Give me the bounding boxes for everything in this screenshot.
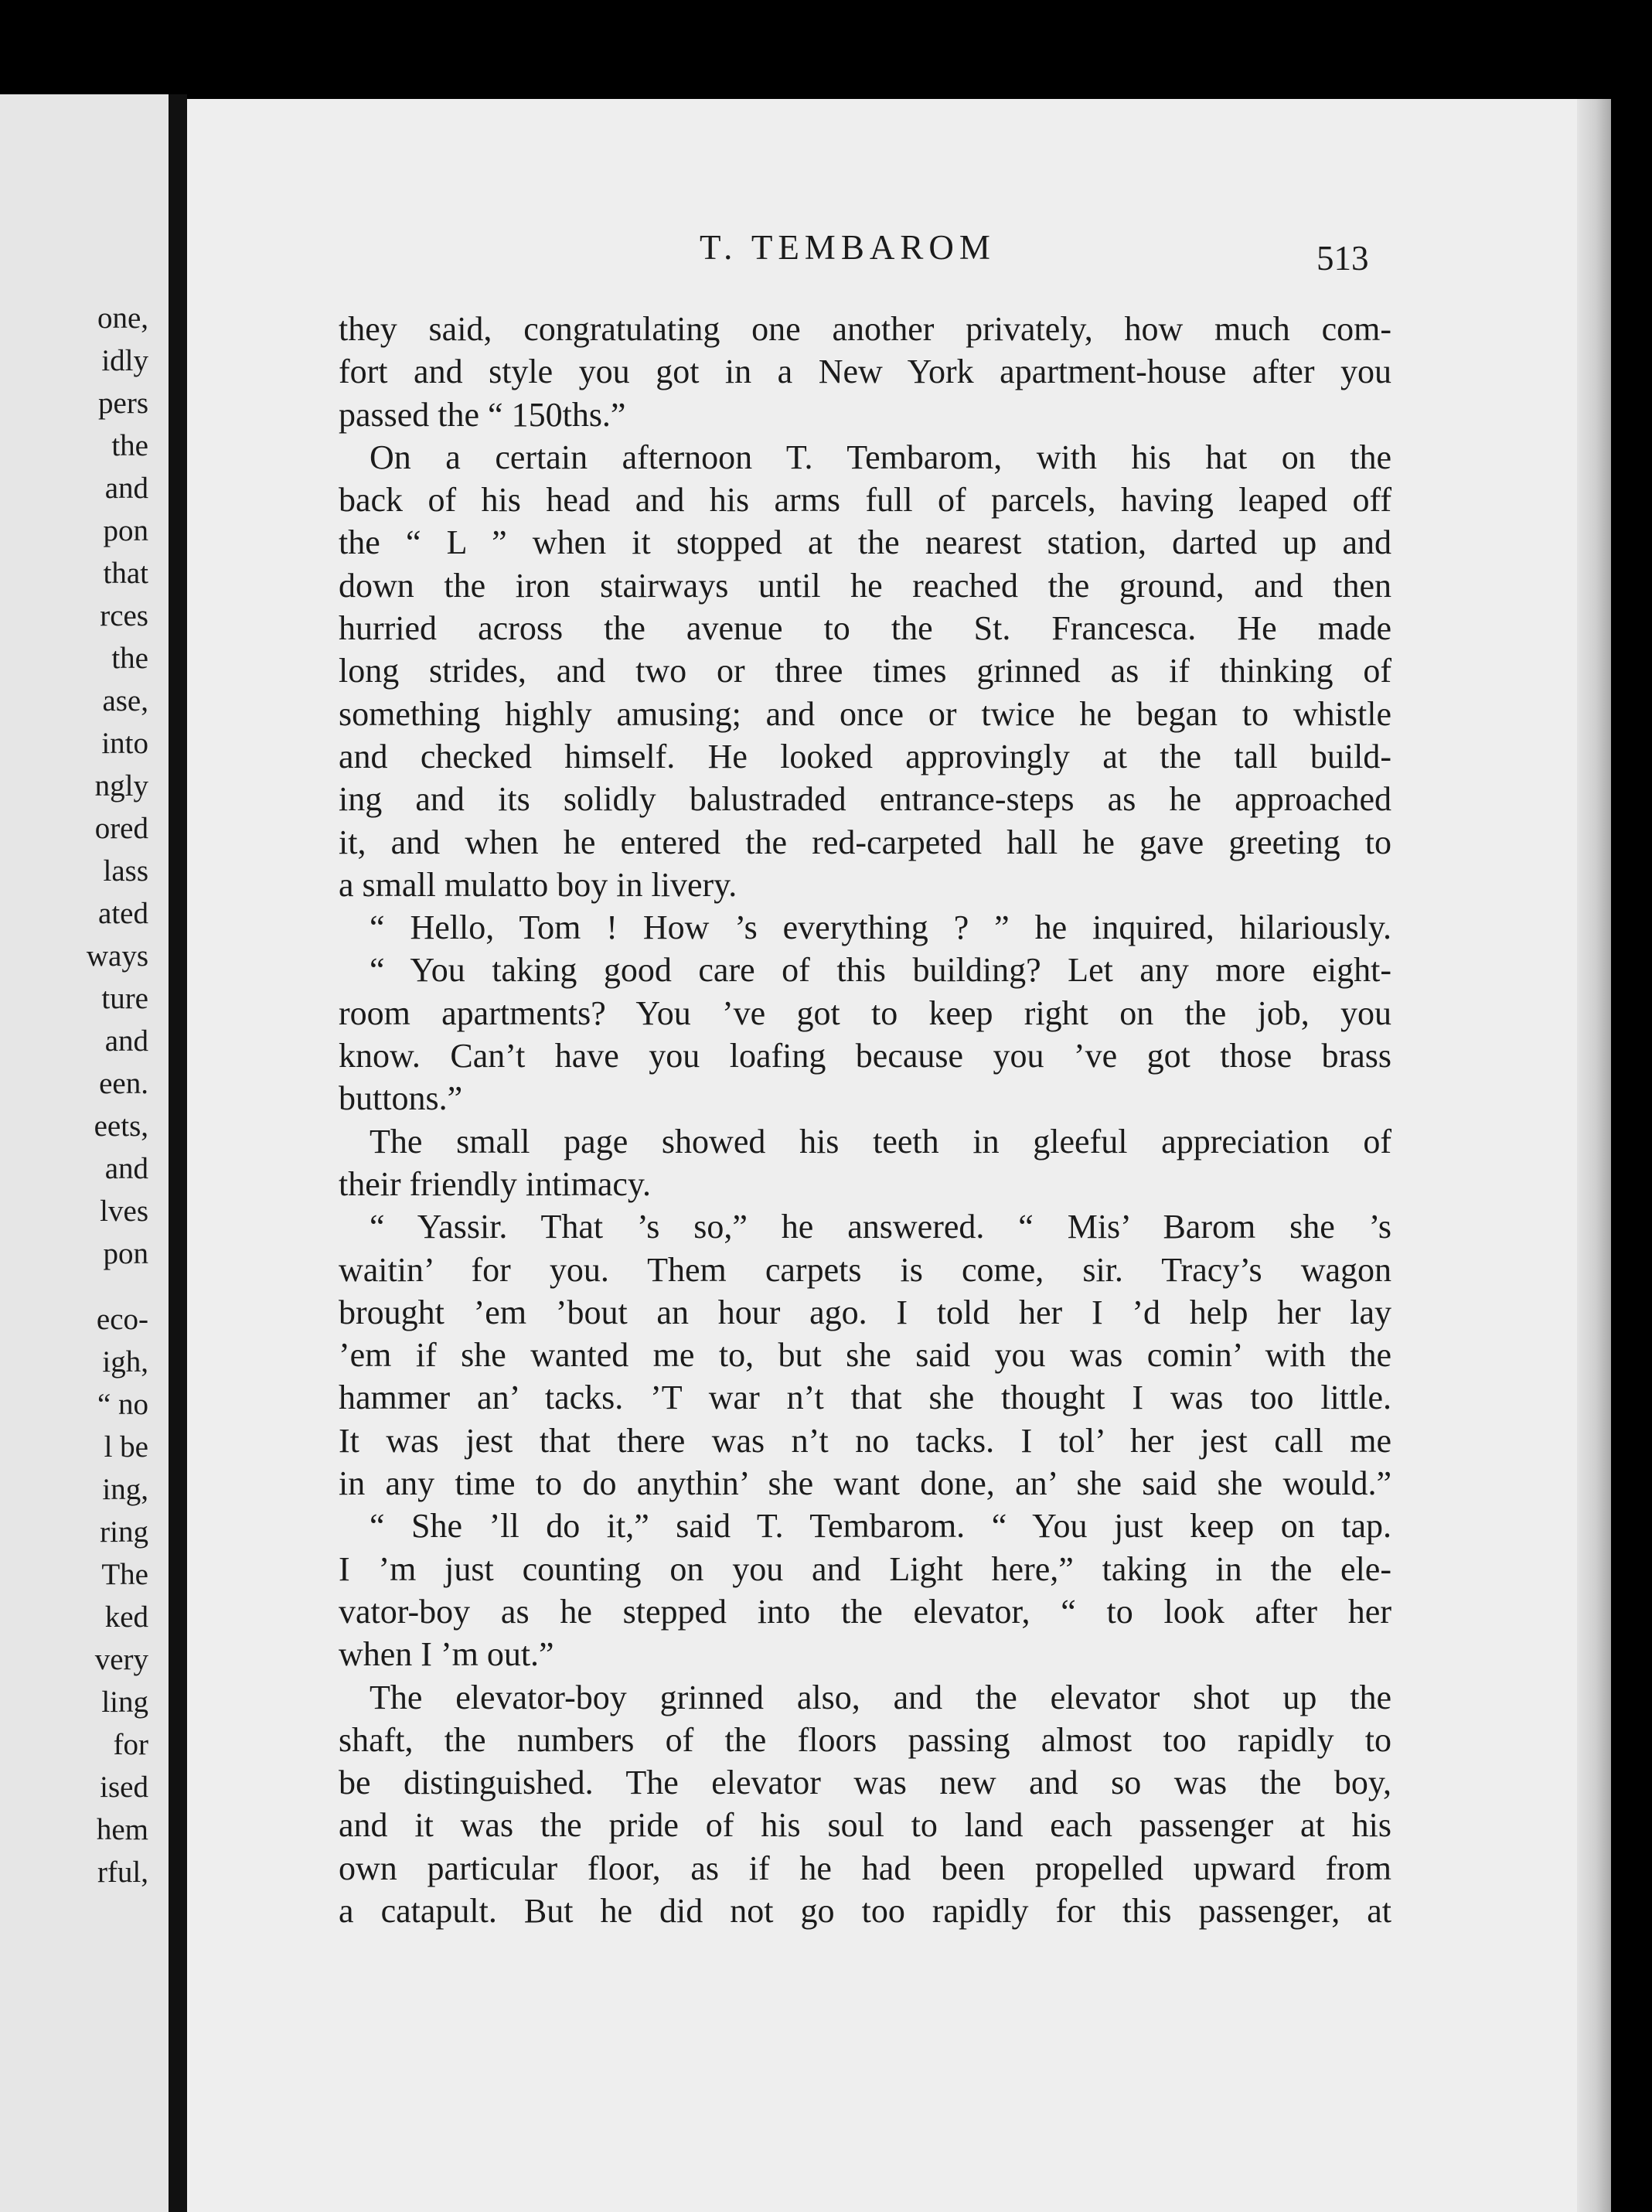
text-line: down the iron stairways until he reached the ground, and then [339,566,1391,605]
text-line: they said, congratulating one another privately, how much com- [339,310,1391,348]
left-page-text-fragment: eets, [94,1109,148,1143]
left-page-text-fragment: and [104,1152,148,1185]
text-line: ’em if she wanted me to, but she said you was comin’ with the [339,1336,1391,1375]
left-page-text-fragment: the [111,642,148,675]
left-page-text-fragment: pers [98,387,148,420]
left-page-fragment [0,94,169,2212]
text-line: back of his head and his arms full of parcels, having leaped off [339,481,1391,520]
text-line: be distinguished. The elevator was new and so was the boy, [339,1764,1391,1802]
text-line: know. Can’t have you loafing because you ’ve got those brass [339,1037,1391,1075]
text-line: it, and when he entered the red-carpeted hall he gave greeting to [339,823,1391,861]
text-line: ing and its solidly balustraded entrance-steps as he approached [339,780,1391,819]
left-page-text-fragment: The [101,1558,148,1591]
text-line: when I ’m out.” [339,1635,554,1674]
text-line: vator-boy as he stepped into the elevator, “ to look after her [339,1592,1391,1631]
body-text [339,308,1391,1932]
text-line: and it was the pride of his soul to land each passenger at his [339,1806,1391,1845]
left-page-text-fragment: “ no [97,1388,148,1421]
page-edge [1577,99,1611,2212]
text-line: “ Hello, Tom ! How ’s everything ? ” he inquired, hilariously. [370,908,1391,947]
text-line: “ She ’ll do it,” said T. Tembarom. “ You just keep on tap. [370,1507,1391,1546]
text-line: I ’m just counting on you and Light here,” taking in the ele- [339,1549,1391,1588]
left-page-text-fragment: eco- [96,1303,148,1336]
left-page-text-fragment: pon [103,514,148,547]
book-gutter [169,94,187,2212]
text-line: “ Yassir. That ’s so,” he answered. “ Mis’ Barom she ’s [370,1208,1391,1246]
left-page-text-fragment: and [104,472,148,505]
left-page-text-fragment: rces [100,599,148,632]
text-line: hammer an’ tacks. ’T war n’t that she thought I was too little. [339,1379,1391,1417]
text-line: the “ L ” when it stopped at the nearest station, darted up and [339,523,1391,562]
text-line: in any time to do anythin’ she want done, an’ she said she would.” [339,1464,1391,1503]
text-line: their friendly intimacy. [339,1164,652,1203]
text-line: brought ’em ’bout an hour ago. I told her I ’d help her lay [339,1293,1391,1331]
left-page-text-fragment: ring [100,1515,148,1549]
left-page-text-fragment: ling [101,1685,148,1719]
page-number: 513 [1316,239,1369,278]
left-page-text-fragment: ored [94,812,148,845]
text-line: The elevator-boy grinned also, and the elevator shot up the [370,1678,1391,1716]
left-page-text-fragment: ngly [94,769,148,803]
left-page-text-fragment: een. [99,1067,148,1100]
left-page-text-fragment: ised [100,1771,148,1804]
left-page-text-fragment: and [104,1024,148,1058]
left-page-text-fragment: ing, [102,1473,148,1506]
left-page-text-fragment: ture [101,982,148,1015]
text-line: fort and style you got in a New York apartment-house after you [339,353,1391,391]
left-page-text-fragment: ways [86,939,148,973]
running-head: T. TEMBAROM [700,228,996,267]
text-line: passed the “ 150ths.” [339,395,626,434]
text-line: The small page showed his teeth in gleeful appreciation of [370,1122,1391,1161]
left-page-text-fragment: hem [96,1813,148,1846]
text-line: a small mulatto boy in livery. [339,865,737,904]
left-page-text-fragment: l be [104,1430,148,1464]
left-page-text-fragment: very [94,1643,148,1676]
left-page-text-fragment: idly [101,344,148,377]
text-line: It was jest that there was n’t no tacks. I tol’ her jest call me [339,1421,1391,1460]
text-line: and checked himself. He looked approvingly at the tall build- [339,737,1391,775]
text-line: long strides, and two or three times grinned as if thinking of [339,652,1391,690]
left-page-text-fragment: ked [104,1600,148,1634]
text-line: room apartments? You ’ve got to keep right on the job, you [339,994,1391,1032]
left-page-text-fragment: lass [103,854,148,888]
left-page-text-fragment: for [113,1728,148,1761]
text-line: a catapult. But he did not go too rapidly for this passenger, at [339,1891,1391,1930]
text-line: buttons.” [339,1079,463,1118]
left-page-text-fragment: ated [98,897,148,930]
left-page-text-fragment: igh, [102,1345,148,1379]
left-page-text-fragment: rful, [97,1856,148,1889]
text-line: own particular floor, as if he had been propelled upward from [339,1849,1391,1887]
text-line: On a certain afternoon T. Tembarom, with his hat on the [370,438,1391,476]
left-page-text-fragment: one, [97,302,148,335]
left-page-text-fragment: that [103,557,148,590]
text-line: hurried across the avenue to the St. Francesca. He made [339,609,1391,648]
left-page-text-fragment: the [111,429,148,462]
text-line: shaft, the numbers of the floors passing almost too rapidly to [339,1720,1391,1759]
text-line: “ You taking good care of this building? Let any more eight- [370,951,1391,990]
text-line: waitin’ for you. Them carpets is come, sir. Tracy’s wagon [339,1250,1391,1289]
left-page-text-fragment: ase, [102,684,148,717]
left-page-text-fragment: lves [100,1195,148,1228]
left-page-text-fragment: into [101,727,148,760]
text-line: something highly amusing; and once or twice he began to whistle [339,694,1391,733]
left-page-text-fragment: pon [103,1237,148,1270]
